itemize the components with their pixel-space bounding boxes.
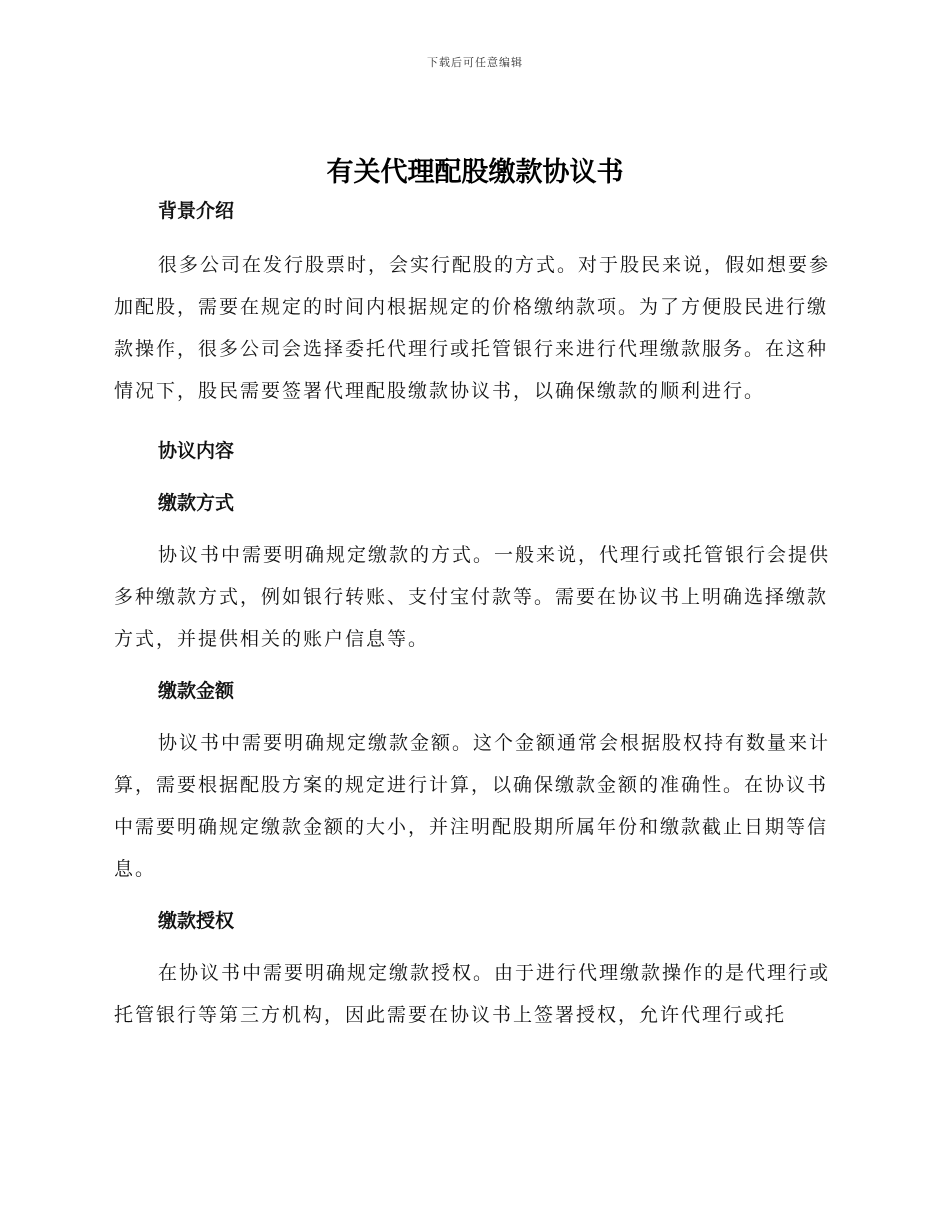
header-note: 下载后可任意编辑 (427, 56, 523, 69)
heading-background: 背景介绍 (158, 200, 235, 222)
heading-payment-method: 缴款方式 (158, 492, 235, 514)
document-title: 有关代理配股缴款协议书 (326, 157, 624, 188)
heading-agreement-content: 协议内容 (158, 440, 235, 462)
document-body (114, 196, 836, 1036)
heading-payment-amount: 缴款金额 (158, 680, 235, 702)
paragraph-payment-amount: 协议书中需要明确规定缴款金额。这个金额通常会根据股权持有数量来计算，需要根据配股方案的规定进行计算，以确保缴款金额的准确性。在协议书中需要明确规定缴款金额的大小，并注明配股期所属年份和缴款截止日期等信息。 (114, 732, 831, 880)
heading-payment-authorization: 缴款授权 (158, 910, 235, 932)
paragraph-payment-authorization: 在协议书中需要明确规定缴款授权。由于进行代理缴款操作的是代理行或托管银行等第三方机构，因此需要在协议书上签署授权，允许代理行或托 (114, 962, 831, 1026)
paragraph-payment-method: 协议书中需要明确规定缴款的方式。一般来说，代理行或托管银行会提供多种缴款方式，例如银行转账、支付宝付款等。需要在协议书上明确选择缴款方式，并提供相关的账户信息等。 (114, 544, 831, 650)
paragraph-background: 很多公司在发行股票时，会实行配股的方式。对于股民来说，假如想要参加配股，需要在规定的时间内根据规定的价格缴纳款项。为了方便股民进行缴款操作，很多公司会选择委托代理行或托管银行来进行代理缴款服务。在这种情况下，股民需要签署代理配股缴款协议书，以确保缴款的顺利进行。 (114, 254, 831, 402)
